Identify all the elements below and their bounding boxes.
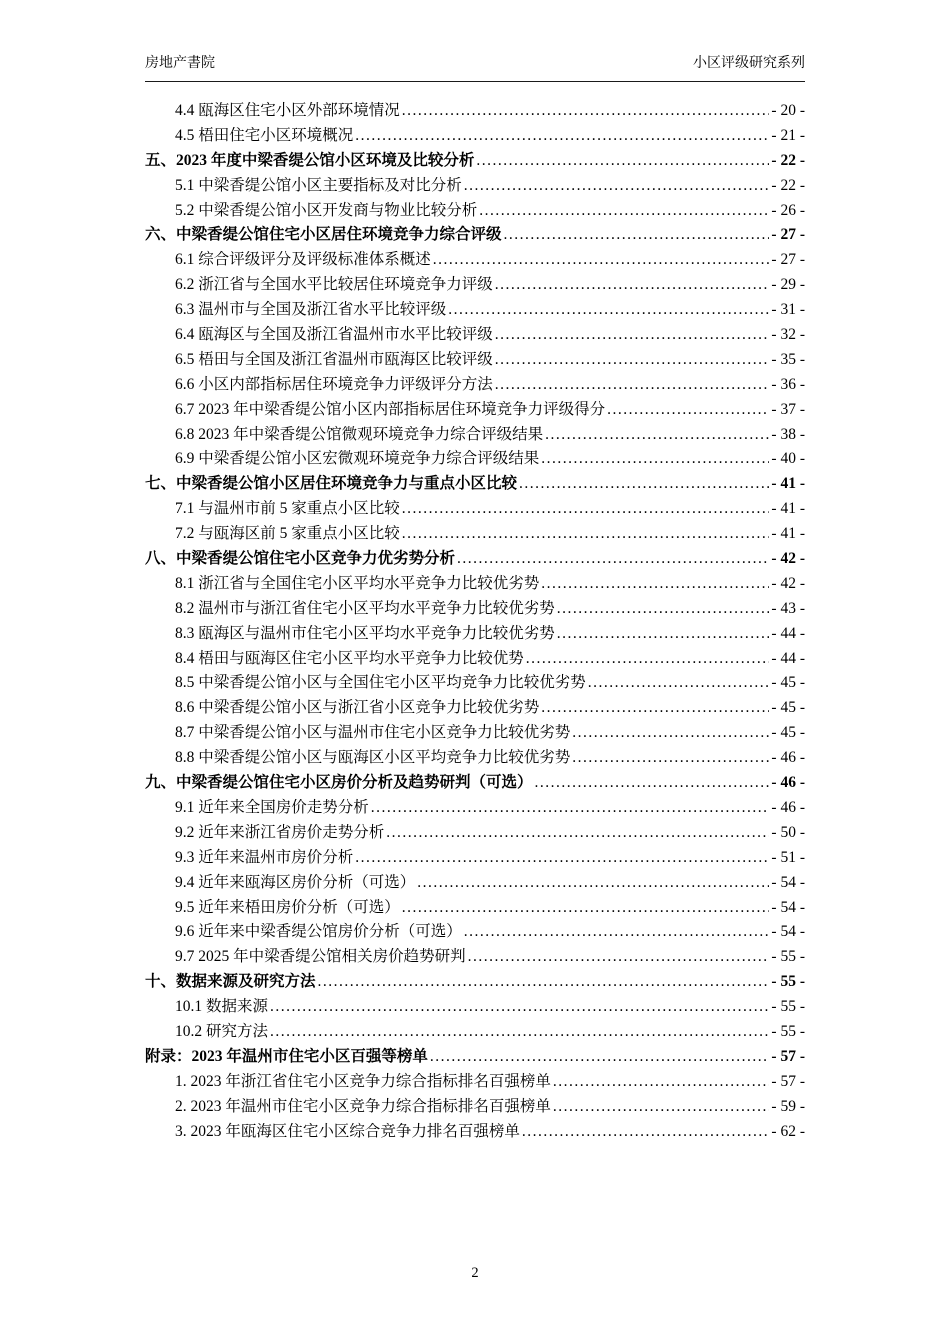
- dot-leader: [457, 547, 769, 572]
- dot-leader: [448, 298, 769, 323]
- toc-entry-page-number: - 45 -: [771, 674, 805, 692]
- toc-entry-title: 8.6 中梁香缇公馆小区与浙江省小区竞争力比较优劣势: [175, 699, 540, 717]
- dot-leader: [607, 398, 769, 423]
- toc-entry-page-number: - 46 -: [771, 798, 805, 816]
- toc-entry-title: 7.2 与瓯海区前 5 家重点小区比较: [175, 525, 400, 543]
- toc-entry[interactable]: [145, 1045, 805, 1070]
- toc-entry[interactable]: [145, 199, 805, 224]
- dot-leader: [572, 746, 769, 771]
- dot-leader: [402, 497, 770, 522]
- toc-entry[interactable]: [145, 298, 805, 323]
- dot-leader: [495, 373, 770, 398]
- toc-entry-page-number: - 32 -: [771, 326, 805, 344]
- dot-leader: [504, 223, 770, 248]
- dot-leader: [479, 199, 769, 224]
- toc-entry-page-number: - 55 -: [771, 1022, 805, 1040]
- toc-entry[interactable]: [145, 771, 805, 796]
- toc-entry-page-number: - 55 -: [771, 948, 805, 966]
- toc-entry[interactable]: [145, 248, 805, 273]
- toc-entry-title: 8.2 温州市与浙江省住宅小区平均水平竞争力比较优劣势: [175, 599, 555, 617]
- dot-leader: [526, 647, 770, 672]
- toc-entry[interactable]: [145, 572, 805, 597]
- dot-leader: [522, 1120, 770, 1145]
- toc-entry[interactable]: [145, 273, 805, 298]
- toc-entry-page-number: - 54 -: [771, 873, 805, 891]
- table-of-contents: [145, 99, 805, 1144]
- toc-entry[interactable]: [145, 174, 805, 199]
- toc-entry-title: 五、2023 年度中梁香缇公馆小区环境及比较分析: [145, 151, 475, 169]
- toc-entry-page-number: - 35 -: [771, 350, 805, 368]
- toc-entry-page-number: - 26 -: [771, 201, 805, 219]
- dot-leader: [557, 622, 770, 647]
- dot-leader: [402, 896, 770, 921]
- toc-entry[interactable]: [145, 547, 805, 572]
- dot-leader: [270, 995, 769, 1020]
- toc-entry[interactable]: [145, 995, 805, 1020]
- toc-entry-title: 六、中梁香缇公馆住宅小区居住环境竞争力综合评级: [145, 226, 502, 244]
- toc-entry-title: 6.2 浙江省与全国水平比较居住环境竞争力评级: [175, 276, 493, 294]
- toc-entry[interactable]: [145, 472, 805, 497]
- toc-entry-title: 8.1 浙江省与全国住宅小区平均水平竞争力比较优劣势: [175, 574, 540, 592]
- dot-leader: [553, 1095, 770, 1120]
- toc-entry-page-number: - 51 -: [771, 848, 805, 866]
- toc-entry-page-number: - 54 -: [771, 923, 805, 941]
- toc-entry-page-number: - 57 -: [771, 1072, 805, 1090]
- toc-entry-title: 9.4 近年来瓯海区房价分析（可选）: [175, 873, 416, 891]
- toc-entry[interactable]: [145, 1070, 805, 1095]
- toc-entry-page-number: - 22 -: [771, 176, 805, 194]
- dot-leader: [541, 696, 769, 721]
- toc-entry-page-number: - 55 -: [771, 973, 805, 991]
- toc-entry-title: 9.2 近年来浙江省房价走势分析: [175, 823, 385, 841]
- toc-entry-page-number: - 50 -: [771, 823, 805, 841]
- toc-entry-title: 7.1 与温州市前 5 家重点小区比较: [175, 500, 400, 518]
- toc-entry[interactable]: [145, 398, 805, 423]
- toc-entry-title: 七、中梁香缇公馆小区居住环境竞争力与重点小区比较: [145, 475, 518, 493]
- footer-page-number: 2: [471, 1265, 479, 1281]
- dot-leader: [588, 671, 770, 696]
- toc-entry[interactable]: [145, 846, 805, 871]
- toc-entry-page-number: - 43 -: [771, 599, 805, 617]
- dot-leader: [553, 1070, 770, 1095]
- dot-leader: [519, 472, 769, 497]
- toc-entry-title: 5.1 中梁香缇公馆小区主要指标及对比分析: [175, 176, 462, 194]
- dot-leader: [495, 273, 770, 298]
- toc-entry-title: 八、中梁香缇公馆住宅小区竞争力优劣势分析: [145, 550, 456, 568]
- toc-entry[interactable]: [145, 647, 805, 672]
- toc-entry-page-number: - 62 -: [771, 1122, 805, 1140]
- toc-entry[interactable]: [145, 423, 805, 448]
- toc-entry-page-number: - 36 -: [771, 375, 805, 393]
- header-left-text: 房地产書院: [145, 56, 215, 71]
- toc-entry-title: 5.2 中梁香缇公馆小区开发商与物业比较分析: [175, 201, 478, 219]
- dot-leader: [371, 796, 770, 821]
- toc-entry-title: 6.5 梧田与全国及浙江省温州市瓯海区比较评级: [175, 350, 493, 368]
- toc-entry-title: 8.4 梧田与瓯海区住宅小区平均水平竞争力比较优势: [175, 649, 524, 667]
- dot-leader: [495, 323, 770, 348]
- dot-leader: [476, 149, 769, 174]
- toc-entry-page-number: - 20 -: [771, 102, 805, 119]
- dot-leader: [545, 423, 769, 448]
- toc-entry-title: 8.7 中梁香缇公馆小区与温州市住宅小区竞争力比较优劣势: [175, 724, 571, 742]
- toc-entry-page-number: - 42 -: [771, 550, 805, 568]
- dot-leader: [495, 348, 770, 373]
- toc-entry[interactable]: [145, 373, 805, 398]
- toc-entry[interactable]: [145, 896, 805, 921]
- toc-entry-title: 4.4 瓯海区住宅小区外部环境情况: [175, 102, 400, 119]
- toc-entry-title: 6.4 瓯海区与全国及浙江省温州市水平比较评级: [175, 326, 493, 344]
- dot-leader: [430, 1045, 770, 1070]
- toc-entry[interactable]: [145, 223, 805, 248]
- toc-entry[interactable]: [145, 149, 805, 174]
- toc-entry-page-number: - 27 -: [771, 251, 805, 269]
- toc-entry-title: 9.5 近年来梧田房价分析（可选）: [175, 898, 400, 916]
- toc-entry-title: 8.5 中梁香缇公馆小区与全国住宅小区平均竞争力比较优劣势: [175, 674, 586, 692]
- dot-leader: [541, 572, 769, 597]
- toc-entry-title: 9.7 2025 年中梁香缇公馆相关房价趋势研判: [175, 948, 466, 966]
- toc-entry-title: 4.5 梧田住宅小区环境概况: [175, 126, 354, 144]
- toc-entry[interactable]: [145, 920, 805, 945]
- dot-leader: [535, 771, 770, 796]
- dot-leader: [355, 124, 769, 149]
- toc-entry-title: 十、数据来源及研究方法: [145, 973, 316, 991]
- toc-entry-page-number: - 37 -: [771, 400, 805, 418]
- toc-entry-title: 10.1 数据来源: [175, 998, 269, 1016]
- toc-entry-title: 1. 2023 年浙江省住宅小区竞争力综合指标排名百强榜单: [175, 1072, 551, 1090]
- toc-entry-page-number: - 45 -: [771, 724, 805, 742]
- toc-entry-title: 九、中梁香缇公馆住宅小区房价分析及趋势研判（可选）: [145, 774, 533, 792]
- toc-entry-page-number: - 44 -: [771, 624, 805, 642]
- toc-entry-page-number: - 45 -: [771, 699, 805, 717]
- toc-entry-title: 2. 2023 年温州市住宅小区竞争力综合指标排名百强榜单: [175, 1097, 551, 1115]
- toc-entry[interactable]: [145, 696, 805, 721]
- toc-entry-page-number: - 42 -: [771, 574, 805, 592]
- header-right-text: 小区评级研究系列: [693, 56, 805, 71]
- toc-entry-page-number: - 21 -: [771, 126, 805, 144]
- dot-leader: [417, 871, 769, 896]
- toc-entry-title: 附录：2023 年温州市住宅小区百强等榜单: [145, 1047, 428, 1065]
- toc-entry[interactable]: [145, 447, 805, 472]
- toc-entry[interactable]: [145, 323, 805, 348]
- toc-entry-title: 6.9 中梁香缇公馆小区宏微观环境竞争力综合评级结果: [175, 450, 540, 468]
- dot-leader: [402, 99, 770, 124]
- toc-entry-title: 9.3 近年来温州市房价分析: [175, 848, 354, 866]
- toc-entry-page-number: - 46 -: [771, 749, 805, 767]
- dot-leader: [355, 846, 769, 871]
- toc-entry[interactable]: [145, 124, 805, 149]
- dot-leader: [433, 248, 770, 273]
- toc-entry-title: 3. 2023 年瓯海区住宅小区综合竞争力排名百强榜单: [175, 1122, 520, 1140]
- dot-leader: [386, 821, 769, 846]
- toc-entry-title: 6.1 综合评级评分及评级标准体系概述: [175, 251, 431, 269]
- toc-entry-page-number: - 40 -: [771, 450, 805, 468]
- toc-entry-page-number: - 44 -: [771, 649, 805, 667]
- toc-entry-page-number: - 27 -: [771, 226, 805, 244]
- toc-entry-page-number: - 29 -: [771, 276, 805, 294]
- toc-entry[interactable]: [145, 721, 805, 746]
- toc-entry-page-number: - 38 -: [771, 425, 805, 443]
- toc-entry[interactable]: [145, 622, 805, 647]
- toc-entry-page-number: - 55 -: [771, 998, 805, 1016]
- toc-entry-page-number: - 41 -: [771, 475, 805, 493]
- toc-entry[interactable]: [145, 99, 805, 124]
- toc-entry-title: 9.1 近年来全国房价走势分析: [175, 798, 369, 816]
- toc-entry-page-number: - 41 -: [771, 525, 805, 543]
- toc-entry[interactable]: [145, 597, 805, 622]
- toc-entry-page-number: - 31 -: [771, 301, 805, 319]
- dot-leader: [270, 1020, 769, 1045]
- toc-entry[interactable]: [145, 796, 805, 821]
- toc-entry-page-number: - 22 -: [771, 151, 805, 169]
- toc-entry-title: 6.3 温州市与全国及浙江省水平比较评级: [175, 301, 447, 319]
- dot-leader: [541, 447, 769, 472]
- toc-entry-page-number: - 41 -: [771, 500, 805, 518]
- toc-entry-title: 9.6 近年来中梁香缇公馆房价分析（可选）: [175, 923, 462, 941]
- toc-entry[interactable]: [145, 1020, 805, 1045]
- toc-entry[interactable]: [145, 348, 805, 373]
- toc-entry-page-number: - 59 -: [771, 1097, 805, 1115]
- toc-entry[interactable]: [145, 671, 805, 696]
- toc-entry[interactable]: [145, 522, 805, 547]
- toc-entry[interactable]: [145, 1095, 805, 1120]
- toc-entry-page-number: - 54 -: [771, 898, 805, 916]
- dot-leader: [464, 920, 770, 945]
- toc-entry[interactable]: [145, 871, 805, 896]
- toc-entry-title: 8.8 中梁香缇公馆小区与瓯海区小区平均竞争力比较优劣势: [175, 749, 571, 767]
- dot-leader: [557, 597, 770, 622]
- dot-leader: [468, 945, 770, 970]
- dot-leader: [318, 970, 770, 995]
- toc-entry[interactable]: [145, 945, 805, 970]
- toc-entry-title: 10.2 研究方法: [175, 1022, 269, 1040]
- toc-entry[interactable]: [145, 1120, 805, 1145]
- toc-entry-page-number: - 46 -: [771, 774, 805, 792]
- toc-entry-title: 8.3 瓯海区与温州市住宅小区平均水平竞争力比较优劣势: [175, 624, 555, 642]
- dot-leader: [464, 174, 770, 199]
- toc-entry[interactable]: [145, 746, 805, 771]
- toc-entry-title: 6.7 2023 年中梁香缇公馆小区内部指标居住环境竞争力评级得分: [175, 400, 606, 418]
- dot-leader: [572, 721, 769, 746]
- toc-entry-title: 6.6 小区内部指标居住环境竞争力评级评分方法: [175, 375, 493, 393]
- toc-entry[interactable]: [145, 497, 805, 522]
- dot-leader: [402, 522, 770, 547]
- toc-entry-title: 6.8 2023 年中梁香缇公馆微观环境竞争力综合评级结果: [175, 425, 544, 443]
- toc-entry-page-number: - 57 -: [771, 1047, 805, 1065]
- toc-entry[interactable]: [145, 821, 805, 846]
- page-header: [145, 52, 805, 82]
- toc-entry[interactable]: [145, 970, 805, 995]
